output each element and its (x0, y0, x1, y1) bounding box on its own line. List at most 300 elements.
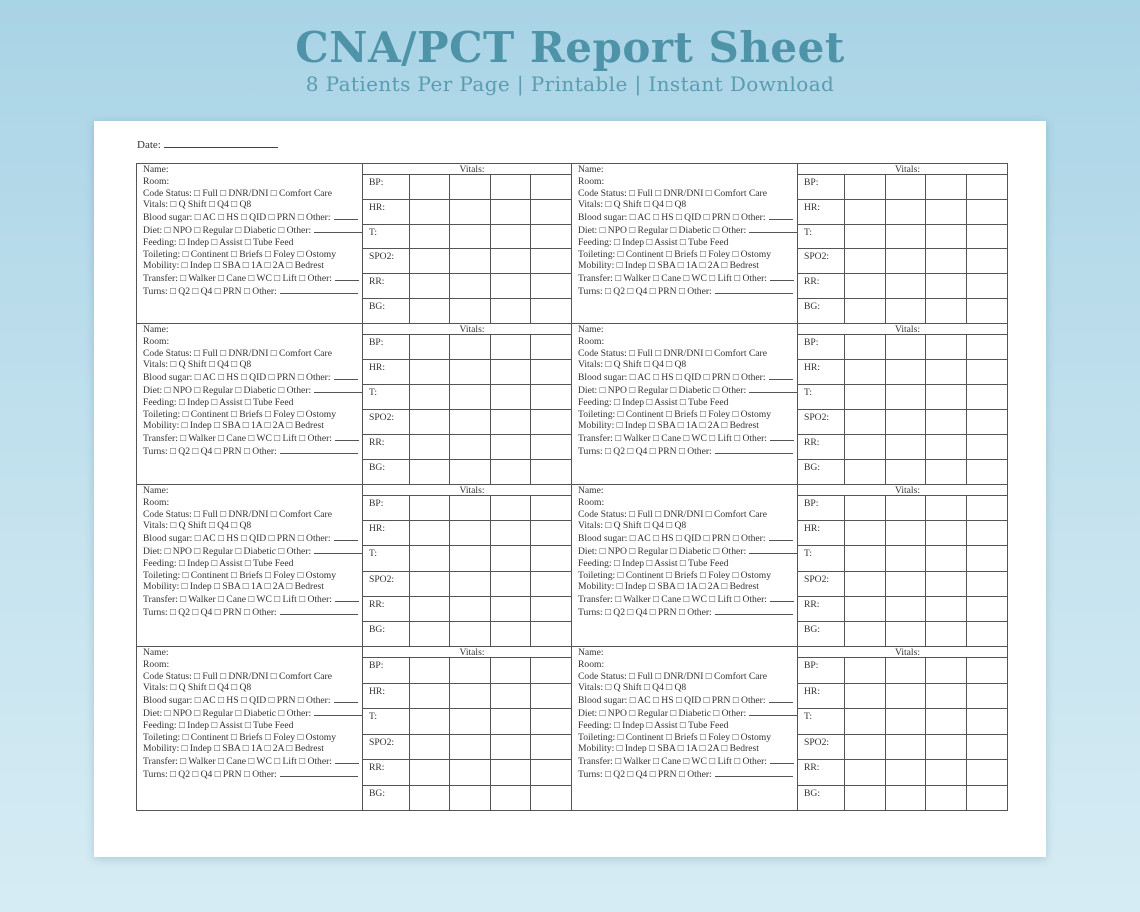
fill-in-blank (280, 606, 358, 615)
vital-entry-cell (530, 622, 571, 646)
vital-label: SPO2: (369, 573, 395, 585)
vital-entry-cell (490, 175, 531, 199)
vital-entry-cell (966, 274, 1007, 298)
info-line (578, 694, 793, 707)
info-line (578, 682, 793, 694)
vital-entry-cell (844, 546, 885, 570)
info-line (143, 397, 358, 409)
vital-entry-cell (925, 200, 966, 224)
vital-entry-cell (449, 385, 490, 409)
vital-label: RR: (369, 762, 385, 773)
info-line-text: Blood sugar: □ AC □ HS □ QID □ PRN □ Other: (578, 695, 766, 707)
vital-entry-cell (925, 521, 966, 545)
info-line-text: Vitals: □ Q Shift □ Q4 □ Q8 (143, 199, 252, 211)
vital-entry-cell (966, 709, 1007, 734)
vital-entry-cell (449, 249, 490, 273)
info-line-text: Mobility: □ Indep □ SBA □ 1A □ 2A □ Bedrest (143, 260, 324, 272)
info-line (578, 606, 793, 619)
info-line (143, 409, 358, 421)
vital-label: SPO2: (804, 573, 830, 585)
vitals-row (363, 274, 571, 299)
fill-in-blank (715, 445, 793, 454)
vital-entry-cell (409, 360, 450, 384)
info-line-text: Mobility: □ Indep □ SBA □ 1A □ 2A □ Bedrest (578, 581, 759, 593)
info-line-text: Feeding: □ Indep □ Assist □ Tube Feed (143, 719, 294, 731)
vital-label: BG: (804, 462, 820, 473)
info-line (578, 755, 793, 768)
info-line-text: Vitals: □ Q Shift □ Q4 □ Q8 (143, 520, 252, 532)
vital-entry-cell (885, 274, 926, 298)
vital-entry-cell (490, 225, 531, 249)
vital-label: BP: (804, 660, 819, 671)
vital-entry-cell (844, 521, 885, 545)
vitals-row (363, 200, 571, 225)
patient-info (137, 324, 363, 484)
vital-entry-cell (530, 249, 571, 273)
vital-entry-cell (490, 460, 531, 484)
vital-entry-cell (490, 200, 531, 224)
vital-entry-cell (490, 786, 531, 811)
vitals-row (363, 175, 571, 200)
vitals-row (798, 225, 1007, 250)
fill-in-blank (769, 694, 793, 703)
vital-label: HR: (369, 523, 385, 535)
vital-entry-cell (966, 410, 1007, 434)
vital-entry-cell (966, 360, 1007, 384)
vital-label: BG: (369, 787, 385, 799)
vital-entry-cell (530, 299, 571, 323)
vital-entry-cell (844, 335, 885, 359)
vital-entry-cell (844, 460, 885, 484)
vitals-header: Vitals: (798, 324, 1007, 335)
vital-entry-cell (966, 335, 1007, 359)
info-line-text: Name: (143, 647, 169, 658)
info-line-text: Transfer: □ Walker □ Cane □ WC □ Lift □ Other: (578, 433, 767, 445)
info-line-text: Room: (578, 658, 605, 670)
vital-entry-cell (885, 410, 926, 434)
info-line-text: Turns: □ Q2 □ Q4 □ PRN □ Other: (143, 445, 277, 457)
vital-label: RR: (369, 598, 385, 610)
vital-label: HR: (369, 201, 385, 213)
vital-entry-cell (530, 684, 571, 709)
info-line (143, 485, 358, 497)
info-line-text: Toileting: □ Continent □ Briefs □ Foley □ Ostomy (143, 731, 337, 743)
info-line (143, 682, 358, 694)
info-line (578, 732, 793, 744)
fill-in-blank (334, 371, 358, 380)
info-line (143, 359, 358, 371)
vital-entry-cell (966, 385, 1007, 409)
vital-entry-cell (409, 546, 450, 570)
vital-entry-cell (409, 658, 450, 683)
patient-info (137, 164, 363, 323)
vital-entry-cell (490, 735, 531, 760)
vital-entry-cell (885, 249, 926, 273)
info-line (578, 272, 793, 285)
info-line-text: Diet: □ NPO □ Regular □ Diabetic □ Other: (578, 224, 747, 236)
patient-block (137, 324, 572, 485)
info-line-text: Code Status: □ Full □ DNR/DNI □ Comfort Care (578, 508, 767, 520)
info-line-text: Room: (143, 496, 170, 508)
vital-entry-cell (490, 521, 531, 545)
info-line (143, 720, 358, 732)
vital-label: BP: (369, 660, 384, 671)
info-line (143, 707, 358, 720)
info-line-text: Turns: □ Q2 □ Q4 □ PRN □ Other: (143, 768, 277, 780)
vital-entry-cell (966, 684, 1007, 709)
vital-entry-cell (449, 299, 490, 323)
info-line-text: Toileting: □ Continent □ Briefs □ Foley □ Ostomy (143, 248, 337, 260)
vital-label: HR: (804, 201, 820, 213)
vitals-row (798, 786, 1007, 811)
info-line-text: Transfer: □ Walker □ Cane □ WC □ Lift □ Other: (143, 594, 332, 606)
vital-label: T: (804, 226, 813, 238)
info-line (143, 348, 358, 360)
vital-label: T: (369, 226, 378, 238)
info-line (578, 743, 793, 755)
vitals-row (363, 435, 571, 460)
vital-entry-cell (844, 274, 885, 298)
fill-in-blank (770, 432, 794, 441)
vital-entry-cell (966, 175, 1007, 199)
vital-entry-cell (449, 658, 490, 683)
vital-entry-cell (449, 200, 490, 224)
info-line-text: Toileting: □ Continent □ Briefs □ Foley □ Ostomy (578, 569, 772, 581)
vital-entry-cell (885, 435, 926, 459)
info-line-text: Name: (578, 647, 604, 658)
info-line (578, 224, 793, 237)
vital-entry-cell (885, 760, 926, 785)
vital-label: BP: (369, 177, 384, 188)
vital-entry-cell (966, 200, 1007, 224)
vital-entry-cell (530, 496, 571, 520)
patient-block (572, 485, 1007, 647)
vital-entry-cell (844, 658, 885, 683)
fill-in-blank (749, 384, 798, 393)
info-line (143, 176, 358, 188)
vital-entry-cell (409, 249, 450, 273)
vital-entry-cell (449, 735, 490, 760)
vital-entry-cell (490, 496, 531, 520)
vital-label: T: (369, 548, 378, 560)
fill-in-blank (715, 768, 793, 777)
info-line-text: Turns: □ Q2 □ Q4 □ PRN □ Other: (578, 606, 712, 618)
vital-label: BG: (804, 623, 820, 635)
vital-label: RR: (804, 598, 820, 610)
vitals-row (798, 200, 1007, 225)
vital-label: T: (804, 711, 813, 722)
vitals-row (798, 410, 1007, 435)
info-line-text: Transfer: □ Walker □ Cane □ WC □ Lift □ Other: (143, 273, 332, 285)
vital-entry-cell (925, 597, 966, 621)
info-line (143, 509, 358, 521)
info-line-text: Blood sugar: □ AC □ HS □ QID □ PRN □ Other: (143, 533, 331, 545)
info-line (578, 260, 793, 272)
info-line (143, 520, 358, 532)
vital-entry-cell (449, 786, 490, 811)
fill-in-blank (314, 384, 363, 393)
info-line-text: Mobility: □ Indep □ SBA □ 1A □ 2A □ Bedrest (143, 420, 324, 432)
vital-entry-cell (925, 299, 966, 323)
fill-in-blank (334, 532, 358, 541)
info-line-text: Room: (578, 175, 605, 187)
vitals-row (363, 546, 571, 571)
vital-entry-cell (885, 684, 926, 709)
vital-label: BP: (369, 337, 384, 348)
date-blank-line (164, 138, 278, 148)
info-line-text: Feeding: □ Indep □ Assist □ Tube Feed (578, 236, 729, 248)
fill-in-blank (769, 211, 793, 220)
patient-info (137, 647, 363, 810)
vital-label: RR: (369, 276, 385, 288)
vital-label: SPO2: (804, 736, 830, 748)
fill-in-blank (715, 606, 793, 615)
info-line (578, 420, 793, 432)
info-line (578, 497, 793, 509)
vitals-row (798, 435, 1007, 460)
vital-entry-cell (409, 385, 450, 409)
vitals-header: Vitals: (363, 647, 571, 658)
info-line-text: Diet: □ NPO □ Regular □ Diabetic □ Other: (578, 384, 747, 396)
info-line (143, 432, 358, 445)
vital-label: HR: (804, 523, 820, 535)
vitals-row (363, 225, 571, 250)
patient-info (572, 324, 798, 484)
vital-label: T: (369, 387, 378, 398)
vital-entry-cell (490, 546, 531, 570)
info-line (578, 397, 793, 409)
vitals-header: Vitals: (798, 647, 1007, 658)
info-line-text: Diet: □ NPO □ Regular □ Diabetic □ Other: (578, 707, 747, 719)
vital-entry-cell (409, 175, 450, 199)
info-line-text: Diet: □ NPO □ Regular □ Diabetic □ Other: (143, 224, 312, 236)
vital-entry-cell (844, 410, 885, 434)
vital-label: RR: (804, 762, 820, 773)
info-line-text: Name: (143, 485, 169, 496)
vital-entry-cell (885, 597, 926, 621)
vitals-header: Vitals: (798, 485, 1007, 496)
vital-entry-cell (409, 299, 450, 323)
vitals-row (363, 760, 571, 786)
vital-entry-cell (530, 435, 571, 459)
patient-info (572, 647, 798, 810)
vitals-row (363, 496, 571, 521)
vitals-row (798, 460, 1007, 484)
vital-entry-cell (449, 274, 490, 298)
vital-entry-cell (530, 274, 571, 298)
vital-entry-cell (490, 658, 531, 683)
info-line (578, 348, 793, 360)
info-line-text: Vitals: □ Q Shift □ Q4 □ Q8 (578, 520, 687, 532)
fill-in-blank (749, 545, 798, 554)
info-line-text: Name: (143, 324, 169, 335)
vital-label: T: (369, 711, 378, 722)
vital-entry-cell (925, 760, 966, 785)
info-line-text: Code Status: □ Full □ DNR/DNI □ Comfort Care (143, 347, 332, 359)
vitals-row (798, 274, 1007, 299)
vital-entry-cell (530, 200, 571, 224)
vital-entry-cell (449, 360, 490, 384)
info-line-text: Name: (143, 164, 169, 175)
vital-entry-cell (490, 249, 531, 273)
vital-entry-cell (925, 735, 966, 760)
info-line (143, 285, 358, 298)
info-line (578, 237, 793, 249)
info-line-text: Blood sugar: □ AC □ HS □ QID □ PRN □ Other: (143, 695, 331, 707)
vitals-row (363, 249, 571, 274)
vitals-table (363, 647, 571, 810)
info-line-text: Code Status: □ Full □ DNR/DNI □ Comfort Care (143, 508, 332, 520)
page-subtitle: 8 Patients Per Page | Printable | Instant Download (305, 72, 835, 96)
vital-label: BP: (804, 337, 819, 348)
vital-entry-cell (844, 597, 885, 621)
vital-entry-cell (530, 335, 571, 359)
vital-entry-cell (925, 460, 966, 484)
info-line (578, 384, 793, 397)
vital-entry-cell (885, 658, 926, 683)
vital-entry-cell (449, 335, 490, 359)
vital-label: RR: (804, 437, 820, 448)
vital-entry-cell (885, 735, 926, 760)
vital-entry-cell (885, 546, 926, 570)
vital-entry-cell (966, 435, 1007, 459)
vital-entry-cell (530, 572, 571, 596)
vital-entry-cell (966, 622, 1007, 646)
vital-entry-cell (925, 435, 966, 459)
fill-in-blank (335, 272, 359, 281)
info-line-text: Blood sugar: □ AC □ HS □ QID □ PRN □ Other: (578, 533, 766, 545)
info-line-text: Feeding: □ Indep □ Assist □ Tube Feed (578, 396, 729, 408)
info-line (578, 199, 793, 211)
vitals-row (363, 597, 571, 622)
vital-entry-cell (409, 786, 450, 811)
vital-entry-cell (925, 225, 966, 249)
vital-entry-cell (530, 360, 571, 384)
vital-entry-cell (490, 435, 531, 459)
info-line (578, 485, 793, 497)
fill-in-blank (280, 445, 358, 454)
vital-label: RR: (804, 276, 820, 288)
vital-entry-cell (844, 385, 885, 409)
fill-in-blank (749, 707, 798, 716)
vital-entry-cell (490, 274, 531, 298)
vital-entry-cell (925, 684, 966, 709)
vital-entry-cell (449, 410, 490, 434)
vital-entry-cell (409, 760, 450, 785)
patient-block (137, 647, 572, 810)
fill-in-blank (335, 593, 359, 602)
info-line (143, 324, 358, 336)
vitals-row (798, 385, 1007, 410)
info-line (143, 237, 358, 249)
vitals-table (363, 485, 571, 646)
vital-entry-cell (925, 786, 966, 811)
fill-in-blank (280, 285, 358, 294)
patient-info (572, 485, 798, 646)
fill-in-blank (770, 593, 794, 602)
vital-entry-cell (449, 175, 490, 199)
vital-entry-cell (844, 299, 885, 323)
vital-entry-cell (409, 274, 450, 298)
vital-entry-cell (885, 200, 926, 224)
vital-entry-cell (409, 597, 450, 621)
vital-label: BG: (369, 462, 385, 473)
info-line (143, 545, 358, 558)
info-line (578, 659, 793, 671)
info-line (143, 558, 358, 570)
info-line (578, 647, 793, 659)
vital-entry-cell (925, 546, 966, 570)
info-line (143, 211, 358, 224)
vital-label: SPO2: (804, 412, 830, 423)
info-line-text: Room: (578, 335, 605, 347)
vital-entry-cell (530, 521, 571, 545)
fill-in-blank (314, 545, 363, 554)
vital-label: BG: (369, 623, 385, 635)
vitals-row (798, 709, 1007, 735)
vitals-table (363, 324, 571, 484)
vital-entry-cell (925, 249, 966, 273)
info-line-text: Turns: □ Q2 □ Q4 □ PRN □ Other: (578, 445, 712, 457)
page-title: CNA/PCT Report Sheet (295, 23, 845, 72)
vital-entry-cell (530, 410, 571, 434)
vitals-row (798, 335, 1007, 360)
vital-entry-cell (885, 335, 926, 359)
vital-entry-cell (885, 786, 926, 811)
info-line-text: Code Status: □ Full □ DNR/DNI □ Comfort Care (578, 347, 767, 359)
vital-entry-cell (966, 735, 1007, 760)
vitals-row (798, 760, 1007, 786)
vital-entry-cell (490, 410, 531, 434)
vital-entry-cell (844, 684, 885, 709)
vital-entry-cell (844, 709, 885, 734)
info-line-text: Name: (578, 324, 604, 335)
vital-entry-cell (925, 335, 966, 359)
info-line (143, 743, 358, 755)
info-line (143, 581, 358, 593)
vital-label: HR: (369, 362, 385, 373)
vital-entry-cell (409, 684, 450, 709)
info-line (578, 558, 793, 570)
info-line (143, 371, 358, 384)
vital-entry-cell (409, 410, 450, 434)
info-line (143, 336, 358, 348)
info-line (578, 445, 793, 458)
fill-in-blank (314, 707, 363, 716)
vital-entry-cell (925, 360, 966, 384)
info-line-text: Room: (578, 496, 605, 508)
vitals-row (363, 460, 571, 484)
vitals-row (363, 658, 571, 684)
info-line (578, 285, 793, 298)
vital-entry-cell (844, 735, 885, 760)
vital-entry-cell (530, 460, 571, 484)
vital-entry-cell (449, 622, 490, 646)
vital-entry-cell (449, 760, 490, 785)
vital-entry-cell (490, 385, 531, 409)
info-line (143, 224, 358, 237)
vitals-row (798, 597, 1007, 622)
vitals-row (798, 175, 1007, 200)
vital-entry-cell (844, 622, 885, 646)
vital-entry-cell (530, 546, 571, 570)
vital-entry-cell (844, 225, 885, 249)
vital-entry-cell (530, 175, 571, 199)
vital-label: BG: (804, 301, 820, 313)
vital-label: HR: (369, 685, 385, 697)
vital-label: HR: (804, 685, 820, 697)
fill-in-blank (280, 768, 358, 777)
